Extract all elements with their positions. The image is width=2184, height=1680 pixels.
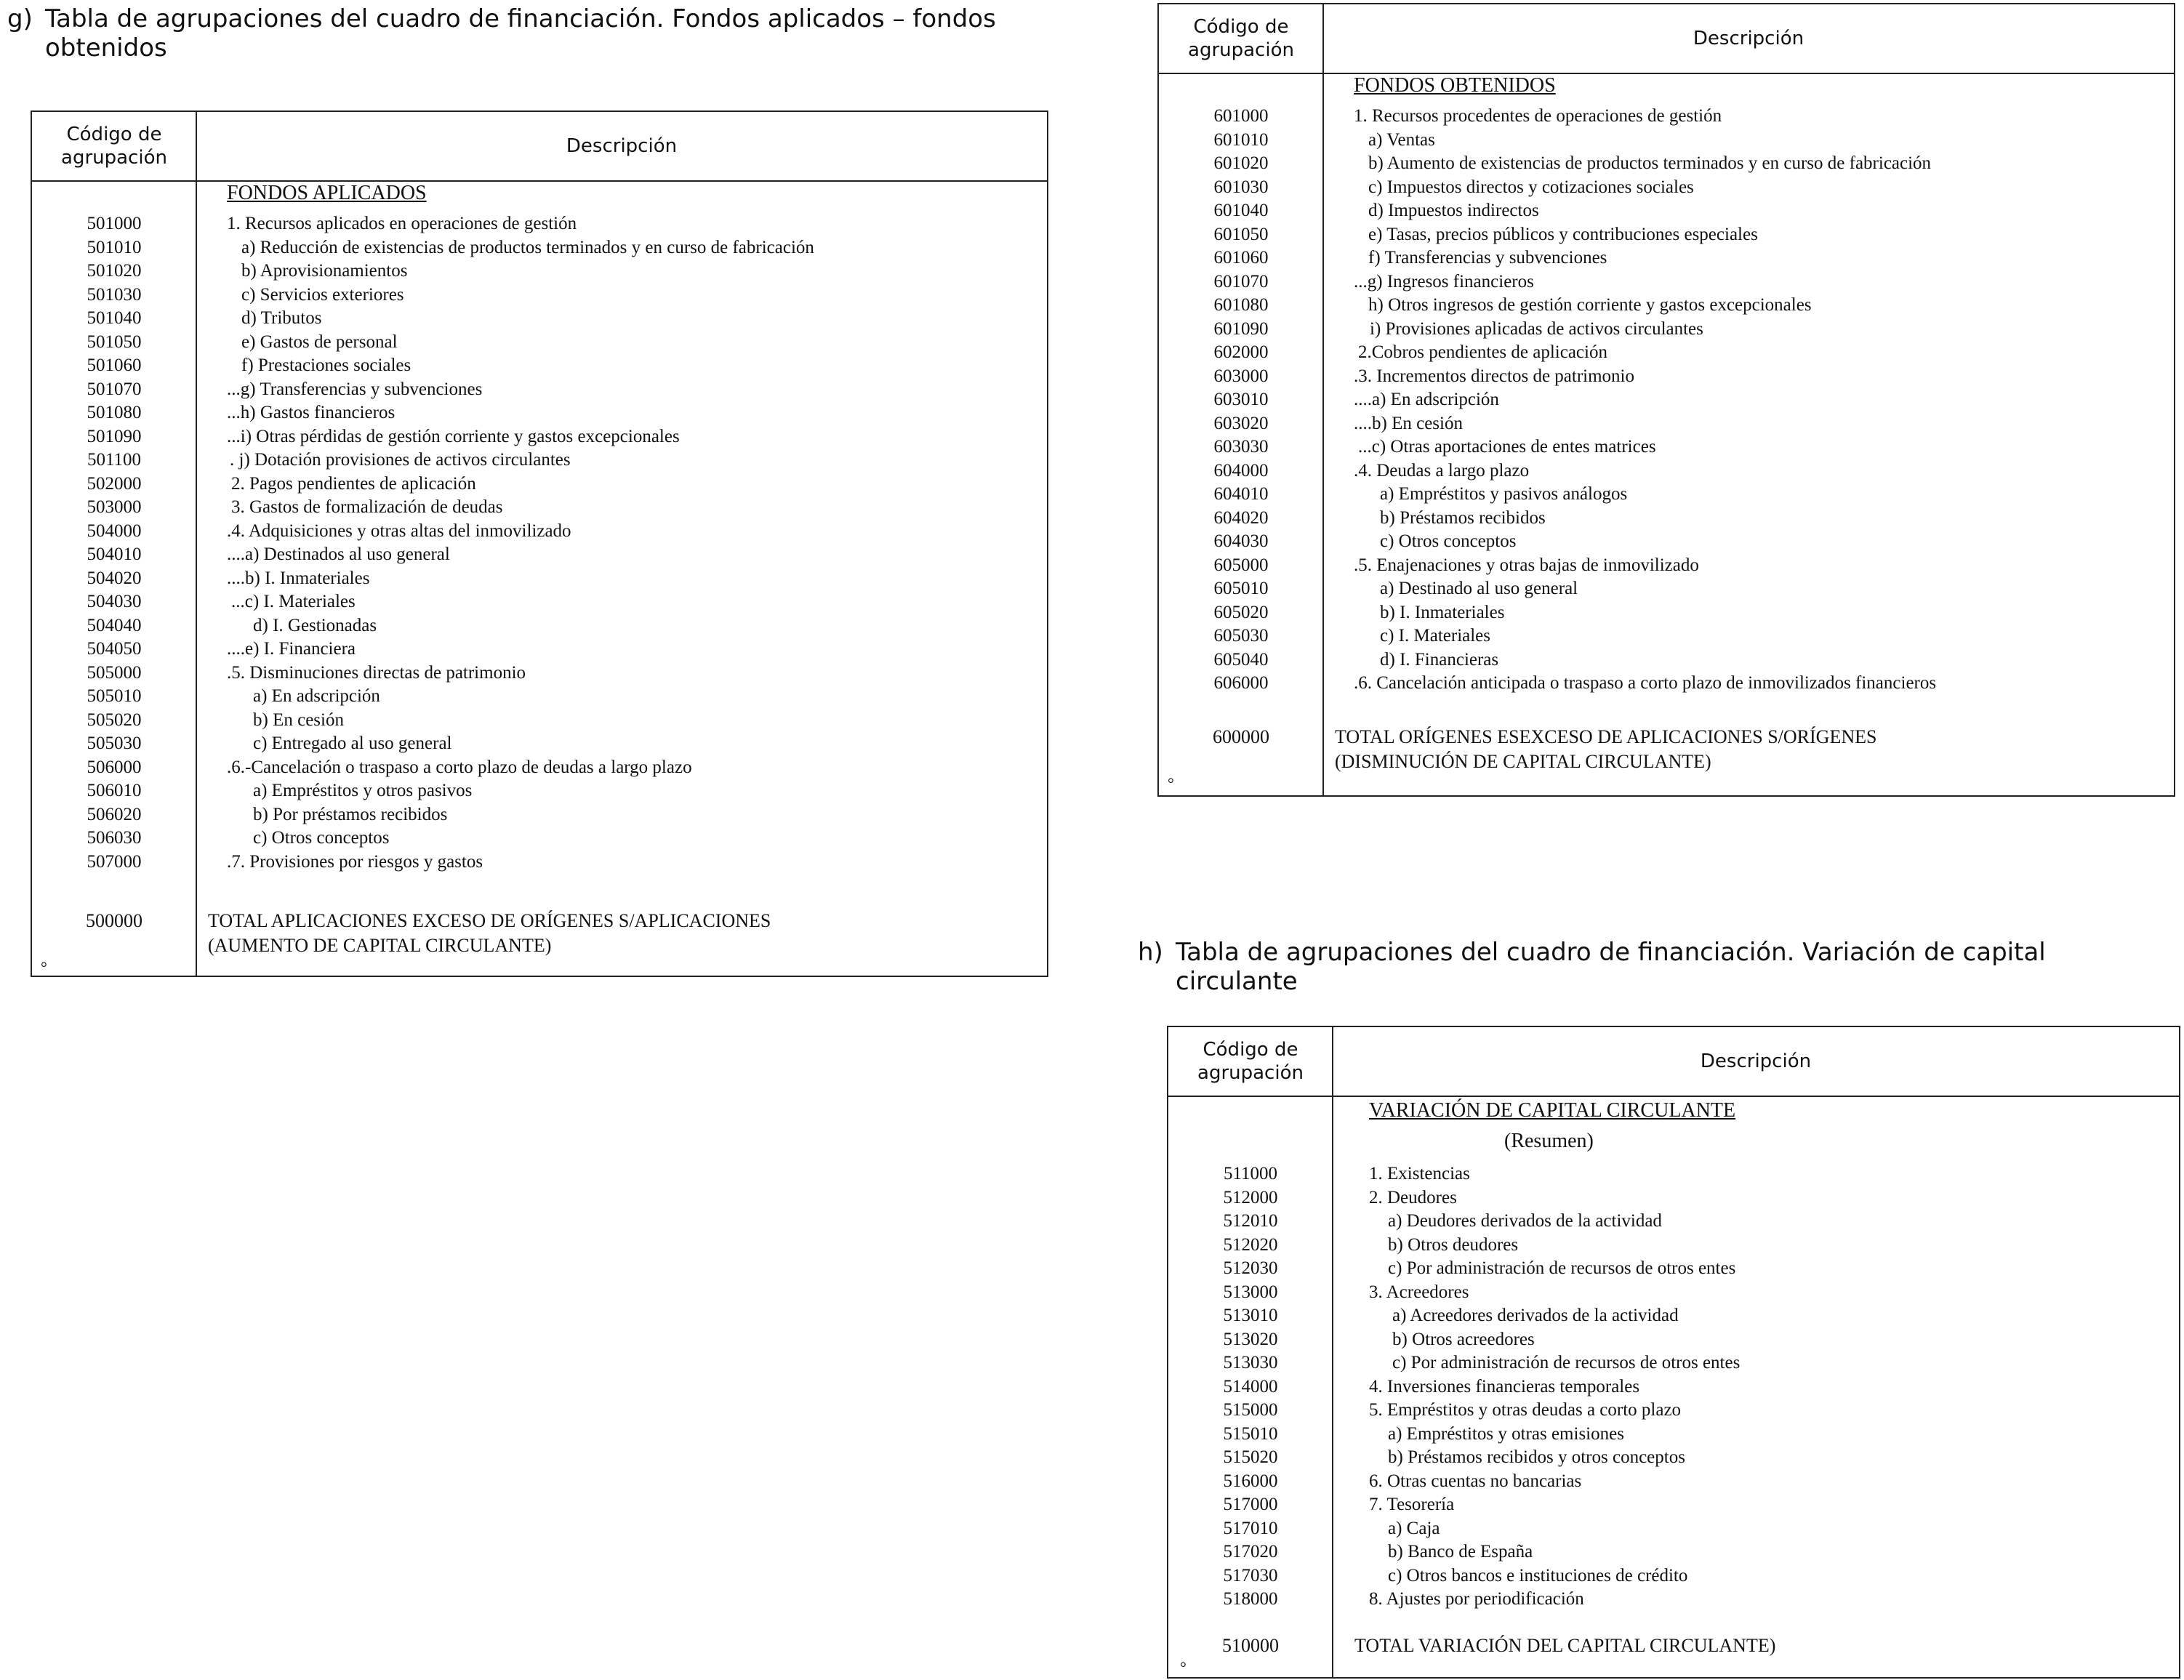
table-row <box>32 567 1047 590</box>
heading-g <box>7 4 1011 63</box>
table-row <box>32 496 1047 519</box>
row-code: 603000 <box>1213 366 1269 386</box>
row-code: 506000 <box>87 757 142 777</box>
row-description: a) Destinado al uso general <box>1380 579 1578 598</box>
row-code: 505030 <box>87 734 142 753</box>
row-description: 5. Empréstitos y otras deudas a corto plazo <box>1369 1400 1682 1420</box>
row-description: c) Por administración de recursos de otros entes <box>1392 1353 1741 1372</box>
table-row <box>1159 624 2174 648</box>
row-code: 604010 <box>1213 484 1269 504</box>
header-code-line1: Código de <box>66 124 162 145</box>
row-description: c) Por administración de recursos de otros entes <box>1388 1258 1736 1278</box>
table-row <box>32 638 1047 661</box>
heading-h-text: Tabla de agrupaciones del cuadro de financiación. Variación de capital circulante <box>1176 938 2046 996</box>
row-code: 603010 <box>1213 390 1269 409</box>
row-code: 501050 <box>87 331 142 352</box>
table-row <box>32 212 1047 236</box>
header-code <box>32 112 196 180</box>
row-code: 601030 <box>1213 177 1269 197</box>
table-header <box>1159 4 2174 74</box>
table-row <box>1168 1446 2179 1469</box>
row-code: 511000 <box>1223 1164 1278 1183</box>
row-code: 517030 <box>1223 1565 1278 1585</box>
heading-h <box>1138 938 2112 996</box>
row-description: a) Acreedores derivados de la actividad <box>1392 1306 1679 1325</box>
table-row <box>32 614 1047 638</box>
row-code: 601040 <box>1213 201 1269 220</box>
row-description: c) Otros conceptos <box>253 828 390 848</box>
table-row <box>32 803 1047 827</box>
total-line2: (AUMENTO DE CAPITAL CIRCULANTE) <box>208 935 552 956</box>
table-fondos-obtenidos <box>1157 3 2175 797</box>
table-row <box>1168 1304 2179 1327</box>
table-row <box>1159 435 2174 459</box>
row-description: ....b) En cesión <box>1354 413 1463 433</box>
row-code: 605010 <box>1213 579 1269 598</box>
row-code: 601070 <box>1213 271 1269 292</box>
row-description: b) Préstamos recibidos <box>1380 507 1546 528</box>
table-row <box>1168 1281 2179 1304</box>
table-row <box>1168 1399 2179 1422</box>
row-description: c) Otros bancos e instituciones de crédito <box>1388 1565 1688 1585</box>
row-description: 3. Acreedores <box>1369 1282 1469 1302</box>
row-description: 4. Inversiones financieras temporales <box>1369 1376 1640 1396</box>
row-description: b) Aprovisionamientos <box>241 261 408 281</box>
row-description: ....e) I. Financiera <box>227 639 356 659</box>
table-row <box>32 779 1047 803</box>
row-description: c) I. Materiales <box>1380 626 1491 646</box>
table-row <box>1159 152 2174 175</box>
row-code: 504020 <box>87 568 142 588</box>
row-code: 516000 <box>1223 1471 1278 1491</box>
row-description: a) Empréstitos y otros pasivos <box>253 781 473 800</box>
row-description: a) Empréstitos y pasivos análogos <box>1380 484 1628 504</box>
table-row <box>1168 1162 2179 1186</box>
row-description: a) Reducción de existencias de productos terminados y en curso de fabricación <box>241 237 814 257</box>
row-code: 604000 <box>1213 460 1269 481</box>
row-code: 601020 <box>1213 153 1269 173</box>
table-row <box>1159 129 2174 152</box>
row-description: a) Ventas <box>1368 129 1435 150</box>
table-row <box>32 425 1047 449</box>
row-code: 518000 <box>1223 1589 1278 1609</box>
row-description: f) Transferencias y subvenciones <box>1368 248 1607 268</box>
mark-dot: ° <box>1168 774 1174 792</box>
table-row <box>1168 1540 2179 1564</box>
section-title: VARIACIÓN DE CAPITAL CIRCULANTE <box>1369 1099 1736 1122</box>
row-code: 506030 <box>87 828 142 848</box>
table-row <box>1159 648 2174 672</box>
table-row <box>1159 601 2174 624</box>
row-code: 513010 <box>1223 1306 1278 1325</box>
table-variacion-capital <box>1167 1026 2180 1679</box>
mark-dot: ° <box>1180 1658 1187 1676</box>
row-description: ....b) I. Inmateriales <box>227 568 370 588</box>
row-code: 504000 <box>87 521 142 541</box>
row-description: .5. Disminuciones directas de patrimonio <box>227 662 526 683</box>
row-code: 501100 <box>87 450 142 470</box>
header-code-line1: Código de <box>1203 1039 1298 1061</box>
row-code: 506020 <box>87 804 142 824</box>
row-code: 506010 <box>87 781 142 800</box>
header-description: Descripción <box>1700 1050 1812 1072</box>
table-row <box>32 473 1047 496</box>
row-description: b) Por préstamos recibidos <box>253 804 448 824</box>
row-code: 501060 <box>87 355 142 375</box>
table-row <box>1159 246 2174 270</box>
row-description: 3. Gastos de formalización de deudas <box>231 497 503 517</box>
row-code: 505020 <box>87 710 142 730</box>
row-code: 515000 <box>1223 1400 1278 1420</box>
table-row <box>32 685 1047 708</box>
row-description: c) Impuestos directos y cotizaciones sociales <box>1368 177 1694 197</box>
row-description: c) Servicios exteriores <box>241 284 404 305</box>
row-description: 8. Ajustes por periodificación <box>1369 1589 1584 1609</box>
section-row <box>1159 74 2174 97</box>
row-code: 513000 <box>1223 1282 1278 1302</box>
table-row <box>1159 554 2174 577</box>
table-row <box>1168 1564 2179 1588</box>
table-row <box>32 827 1047 850</box>
row-code: 505000 <box>87 662 142 683</box>
row-description: .5. Enajenaciones y otras bajas de inmovilizado <box>1354 555 1699 575</box>
row-code: 501080 <box>87 403 142 422</box>
row-description: d) Impuestos indirectos <box>1368 201 1539 220</box>
table-row <box>32 307 1047 330</box>
row-code: 601090 <box>1213 318 1269 339</box>
table-row <box>1159 365 2174 388</box>
row-description: 2. Pagos pendientes de aplicación <box>231 473 476 494</box>
table-row <box>1159 270 2174 294</box>
table-row <box>1159 459 2174 483</box>
section-title: FONDOS APLICADOS <box>227 182 427 204</box>
row-description: ...i) Otras pérdidas de gestión corriente y gastos excepcionales <box>227 426 680 446</box>
total-line1: TOTAL APLICACIONES EXCESO DE ORÍGENES S/APLICACIONES <box>208 910 771 931</box>
table-header <box>1168 1027 2179 1097</box>
row-code: 517020 <box>1223 1542 1278 1562</box>
table-row <box>32 236 1047 260</box>
table-row <box>32 401 1047 425</box>
row-description: a) Empréstitos y otras emisiones <box>1388 1423 1624 1444</box>
table-fondos-aplicados <box>31 110 1048 977</box>
row-description: 7. Tesorería <box>1369 1495 1455 1514</box>
row-code: 603030 <box>1213 437 1269 457</box>
row-code: 515020 <box>1223 1447 1278 1467</box>
table-row <box>1159 318 2174 341</box>
row-code: 501090 <box>87 426 142 446</box>
table-row <box>1168 1423 2179 1446</box>
table-row <box>1159 341 2174 364</box>
row-code: 605040 <box>1213 649 1269 670</box>
header-code <box>1168 1027 1333 1096</box>
row-code: 504040 <box>87 615 142 635</box>
row-code: 605000 <box>1213 555 1269 575</box>
row-description: 6. Otras cuentas no bancarias <box>1369 1471 1582 1491</box>
table-row <box>1168 1234 2179 1257</box>
table-row <box>1159 507 2174 530</box>
row-code: 503000 <box>87 497 142 517</box>
section-row <box>32 182 1047 205</box>
table-row <box>1159 577 2174 600</box>
row-code: 505010 <box>87 686 142 706</box>
row-description: ...h) Gastos financieros <box>227 403 396 422</box>
header-description: Descripción <box>1693 28 1804 49</box>
row-description: b) En cesión <box>253 710 344 730</box>
heading-g-letter: g) <box>7 4 33 33</box>
header-code-line2: agrupación <box>1197 1062 1304 1084</box>
table-row <box>1159 530 2174 553</box>
row-code: 601010 <box>1213 129 1269 150</box>
table-row <box>32 378 1047 401</box>
total-line1: TOTAL VARIACIÓN DEL CAPITAL CIRCULANTE) <box>1354 1635 1776 1656</box>
row-description: d) Tributos <box>241 308 322 328</box>
row-description: 2.Cobros pendientes de aplicación <box>1358 342 1607 362</box>
row-description: ...g) Transferencias y subvenciones <box>227 379 483 399</box>
row-code: 604030 <box>1213 531 1269 551</box>
table-row <box>1168 1470 2179 1493</box>
row-code: 517010 <box>1223 1518 1278 1538</box>
row-description: c) Entregado al uso general <box>253 734 452 753</box>
table-row <box>1159 176 2174 199</box>
row-description: ....a) En adscripción <box>1354 390 1499 409</box>
row-description: b) Banco de España <box>1388 1542 1533 1562</box>
table-row <box>1159 412 2174 435</box>
row-description: ...g) Ingresos financieros <box>1354 271 1534 292</box>
total-code: 500000 <box>86 910 142 931</box>
table-row <box>1159 223 2174 246</box>
row-description: 2. Deudores <box>1369 1187 1457 1207</box>
total-line2: (DISMINUCIÓN DE CAPITAL CIRCULANTE) <box>1335 751 1711 772</box>
row-code: 512000 <box>1223 1187 1278 1207</box>
row-description: f) Prestaciones sociales <box>241 355 411 375</box>
table-row <box>32 520 1047 543</box>
heading-h-letter: h) <box>1138 938 1163 967</box>
row-code: 605020 <box>1213 602 1269 622</box>
row-description: d) I. Gestionadas <box>253 615 377 635</box>
row-code: 502000 <box>87 473 142 494</box>
row-code: 501030 <box>87 284 142 305</box>
total-code: 510000 <box>1222 1635 1279 1656</box>
row-description: 1. Existencias <box>1369 1164 1470 1183</box>
header-description: Descripción <box>566 135 678 157</box>
row-code: 601050 <box>1213 224 1269 244</box>
row-description: a) Deudores derivados de la actividad <box>1388 1211 1662 1231</box>
row-description: a) En adscripción <box>253 686 380 706</box>
table-row <box>32 260 1047 283</box>
row-code: 512030 <box>1223 1258 1278 1278</box>
row-description: b) Otros deudores <box>1388 1234 1519 1255</box>
row-code: 501070 <box>87 379 142 399</box>
row-code: 512020 <box>1223 1234 1278 1255</box>
table-row <box>32 662 1047 685</box>
table-row <box>1168 1257 2179 1280</box>
row-code: 517000 <box>1223 1495 1278 1514</box>
table-row <box>32 284 1047 307</box>
table-row <box>1159 105 2174 128</box>
table-row <box>32 851 1047 874</box>
table-row <box>1168 1328 2179 1351</box>
table-row <box>32 756 1047 779</box>
table-row <box>32 732 1047 755</box>
header-code-line1: Código de <box>1193 16 1289 38</box>
row-description: .3. Incrementos directos de patrimonio <box>1354 366 1634 386</box>
row-description: ...c) Otras aportaciones de entes matrices <box>1358 437 1656 457</box>
row-code: 513030 <box>1223 1353 1278 1372</box>
table-row <box>1159 199 2174 222</box>
table-row <box>32 449 1047 472</box>
table-row <box>1159 483 2174 506</box>
header-code-line2: agrupación <box>61 147 167 169</box>
header-code-line2: agrupación <box>1188 39 1294 61</box>
table-row <box>1168 1588 2179 1611</box>
row-code: 501020 <box>87 261 142 281</box>
table-row <box>32 543 1047 566</box>
row-description: i) Provisiones aplicadas de activos circulantes <box>1370 318 1703 339</box>
row-description: .7. Provisiones por riesgos y gastos <box>227 851 483 872</box>
table-row <box>1159 388 2174 411</box>
row-description: b) Préstamos recibidos y otros conceptos <box>1388 1447 1685 1467</box>
table-row <box>32 331 1047 354</box>
row-code: 605030 <box>1213 626 1269 646</box>
row-code: 604020 <box>1213 507 1269 528</box>
row-description: h) Otros ingresos de gestión corriente y gastos excepcionales <box>1368 295 1812 315</box>
row-code: 601080 <box>1213 295 1269 315</box>
row-code: 601060 <box>1213 248 1269 268</box>
row-code: 606000 <box>1213 673 1269 693</box>
row-code: 504010 <box>87 544 142 564</box>
row-description: ....a) Destinados al uso general <box>227 544 450 564</box>
row-code: 501000 <box>87 214 142 233</box>
table-row <box>1168 1210 2179 1233</box>
table-row <box>1159 672 2174 695</box>
table-row <box>32 354 1047 377</box>
row-code: 504030 <box>87 592 142 611</box>
row-description: 1. Recursos aplicados en operaciones de gestión <box>227 214 577 233</box>
section-subtitle: (Resumen) <box>1504 1130 1594 1152</box>
row-code: 507000 <box>87 851 142 872</box>
table-row <box>1168 1517 2179 1540</box>
row-description: b) Aumento de existencias de productos terminados y en curso de fabricación <box>1368 153 1932 173</box>
row-description: .6. Cancelación anticipada o traspaso a corto plazo de inmovilizados financieros <box>1354 673 1937 693</box>
row-description: . j) Dotación provisiones de activos circulantes <box>230 450 571 470</box>
row-description: a) Caja <box>1388 1518 1440 1538</box>
row-description: e) Tasas, precios públicos y contribuciones especiales <box>1368 224 1758 244</box>
row-code: 504050 <box>87 639 142 659</box>
row-description: c) Otros conceptos <box>1380 531 1517 551</box>
row-code: 515010 <box>1223 1423 1278 1444</box>
mark-dot: ° <box>41 958 47 976</box>
row-description: d) I. Financieras <box>1380 649 1499 670</box>
table-row <box>1159 294 2174 317</box>
row-description: e) Gastos de personal <box>241 331 398 352</box>
heading-g-text: Tabla de agrupaciones del cuadro de financiación. Fondos aplicados – fondos obtenidos <box>45 4 996 63</box>
header-code <box>1159 4 1323 73</box>
table-row <box>32 709 1047 732</box>
table-row <box>1168 1186 2179 1210</box>
row-code: 513020 <box>1223 1329 1278 1349</box>
row-description: .6.-Cancelación o traspaso a corto plazo de deudas a largo plazo <box>227 757 692 777</box>
row-code: 514000 <box>1223 1376 1278 1396</box>
table-row <box>1168 1375 2179 1399</box>
row-description: b) I. Inmateriales <box>1380 602 1505 622</box>
table-row <box>1168 1493 2179 1516</box>
row-code: 602000 <box>1213 342 1269 362</box>
total-code: 600000 <box>1213 726 1269 747</box>
row-code: 601000 <box>1213 106 1269 126</box>
row-description: .4. Adquisiciones y otras altas del inmovilizado <box>227 521 571 541</box>
row-description: ...c) I. Materiales <box>231 592 356 611</box>
row-description: b) Otros acreedores <box>1392 1329 1535 1349</box>
table-header <box>32 112 1047 182</box>
row-code: 512010 <box>1223 1211 1278 1231</box>
total-line1: TOTAL ORÍGENES ESEXCESO DE APLICACIONES S/ORÍGENES <box>1335 726 1877 747</box>
row-code: 603020 <box>1213 413 1269 433</box>
table-row <box>1168 1351 2179 1375</box>
table-row <box>32 590 1047 614</box>
row-description: .4. Deudas a largo plazo <box>1354 460 1530 481</box>
row-code: 501010 <box>87 237 142 257</box>
row-code: 501040 <box>87 308 142 328</box>
row-description: 1. Recursos procedentes de operaciones de gestión <box>1354 106 1722 126</box>
section-title: FONDOS OBTENIDOS <box>1354 74 1556 97</box>
